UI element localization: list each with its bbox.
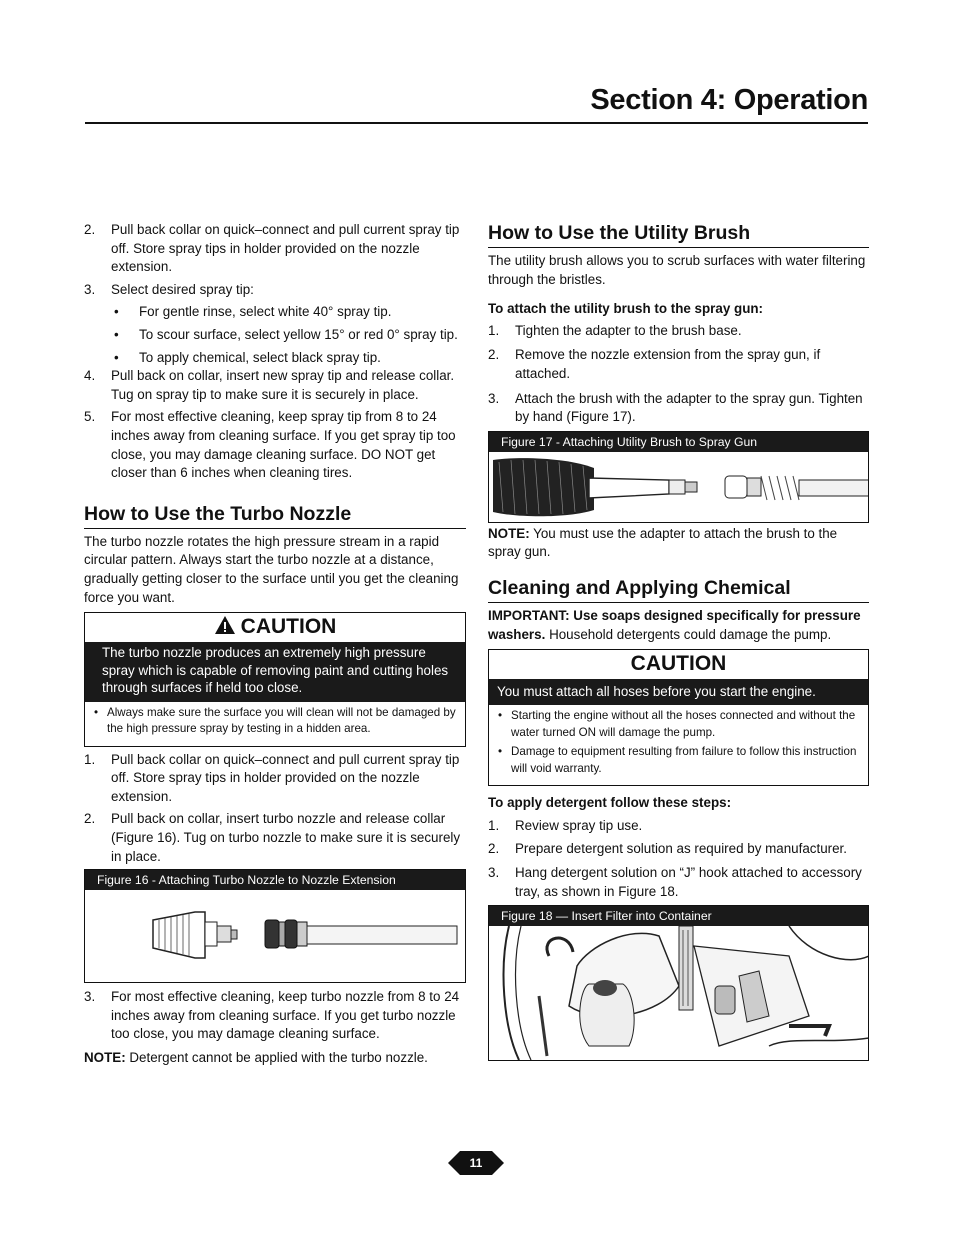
- caution-label: CAUTION: [240, 615, 337, 639]
- list-item: 2. Prepare detergent solution as required by manufacturer.: [488, 841, 847, 857]
- list-item: 2. Pull back collar on quick–connect and pull current spray tip off. Store spray tips in holder provided on the nozzle extension.: [84, 222, 460, 275]
- caution-message: The turbo nozzle produces an extremely high pressure spray which is capable of removing paint and cutting holes through surfaces if held too close.: [85, 642, 465, 702]
- right-column: [488, 221, 869, 1061]
- filter-container-illustration: [489, 926, 868, 1060]
- caution-header: [85, 613, 465, 642]
- caution-list: [489, 705, 868, 785]
- brush-intro: The utility brush allows you to scrub surfaces with water filtering through the bristles.: [488, 253, 866, 287]
- chemical-important: IMPORTANT: Use soaps designed specifically for pressure washers. Household detergents could damage the pump.: [488, 607, 861, 642]
- caution-header: [489, 650, 868, 679]
- figure-18: [488, 905, 869, 1061]
- turbo-nozzle-illustration: [85, 890, 465, 982]
- bullet-item: • To scour surface, select yellow 15° or red 0° spray tip.: [114, 326, 458, 342]
- utility-brush-illustration: [489, 452, 868, 522]
- list-item: 1. Review spray tip use.: [488, 817, 643, 833]
- caution-message: You must attach all hoses before you start the engine.: [489, 679, 868, 705]
- list-item: 3. Attach the brush with the adapter to the spray gun. Tighten by hand (Figure 17).: [488, 390, 863, 425]
- list-item: 1. Tighten the adapter to the brush base.: [488, 322, 742, 338]
- list-item: 5. For most effective cleaning, keep spray tip from 8 to 24 inches away from cleaning surface. If you get spray tip too close, you may damage cleaning surface. DO NOT get closer than 6 inches when cleaning tires.: [84, 409, 456, 481]
- list-item: 3. Hang detergent solution on “J” hook attached to accessory tray, as shown in Figure 18.: [488, 864, 862, 899]
- page-number: 11: [469, 1156, 483, 1170]
- brush-subheading: To attach the utility brush to the spray gun:: [488, 301, 764, 317]
- filter-container-drawing: [489, 926, 868, 1060]
- list-item: 2. Remove the nozzle extension from the spray gun, if attached.: [488, 347, 821, 381]
- turbo-intro: The turbo nozzle rotates the high pressure stream in a rapid circular pattern. Always start the turbo nozzle at a distance, gradually getting closer to the surface until you get the cleaning force you want.: [84, 533, 459, 605]
- page-number-badge: [448, 1151, 504, 1175]
- bullet-item: • To apply chemical, select black spray tip.: [114, 349, 381, 365]
- chemical-caution-box: [488, 649, 869, 786]
- brush-note: NOTE: You must use the adapter to attach the brush to the spray gun.: [488, 525, 838, 560]
- list-item: 3. Select desired spray tip:: [84, 281, 254, 297]
- caution-list: [85, 702, 465, 746]
- turbo-nozzle-drawing: [85, 890, 465, 982]
- list-item: 4. Pull back on collar, insert new spray tip and release collar. Tug on spray tip to make sure it is securely in place.: [84, 368, 455, 402]
- left-column: [84, 221, 466, 1068]
- list-item: 1. Pull back collar on quick–connect and pull current spray tip off. Store spray tips in holder provided on the nozzle extension.: [84, 751, 460, 804]
- figure-16: [84, 869, 466, 983]
- detergent-subheading: To apply detergent follow these steps:: [488, 795, 732, 811]
- caution-item: • Damage to equipment resulting from failure to follow this instruction will void warranty.: [498, 745, 857, 775]
- figure-caption: Figure 16 - Attaching Turbo Nozzle to Nozzle Extension: [85, 870, 465, 890]
- figure-caption: Figure 18 — Insert Filter into Container: [489, 906, 868, 926]
- warning-icon: [214, 615, 236, 635]
- utility-brush-drawing: [489, 452, 868, 522]
- bullet-item: • For gentle rinse, select white 40° spray tip.: [114, 304, 392, 320]
- caution-item: • Starting the engine without all the hoses connected and without the water turned ON will damage the pump.: [498, 709, 856, 739]
- list-item: 3. For most effective cleaning, keep turbo nozzle from 8 to 24 inches away from cleaning surface. If you get turbo nozzle too close, you may damage cleaning surface.: [84, 989, 460, 1042]
- brush-heading: How to Use the Utility Brush: [488, 221, 869, 248]
- section-title: Section 4: Operation: [590, 84, 868, 116]
- caution-item: • Always make sure the surface you will clean will not be damaged by the high pressure spray by testing in a hidden area.: [94, 705, 456, 736]
- figure-caption: Figure 17 - Attaching Utility Brush to Spray Gun: [489, 432, 868, 452]
- turbo-caution-box: [84, 612, 466, 747]
- figure-17: [488, 431, 869, 523]
- caution-label: CAUTION: [630, 652, 727, 676]
- turbo-heading: How to Use the Turbo Nozzle: [84, 502, 466, 529]
- turbo-note: NOTE: Detergent cannot be applied with the turbo nozzle.: [84, 1049, 428, 1065]
- list-item: 2. Pull back on collar, insert turbo nozzle and release collar (Figure 16). Tug on turbo nozzle to make sure it is securely in place.: [84, 811, 461, 864]
- chemical-heading: Cleaning and Applying Chemical: [488, 576, 869, 603]
- title-rule: [85, 122, 868, 124]
